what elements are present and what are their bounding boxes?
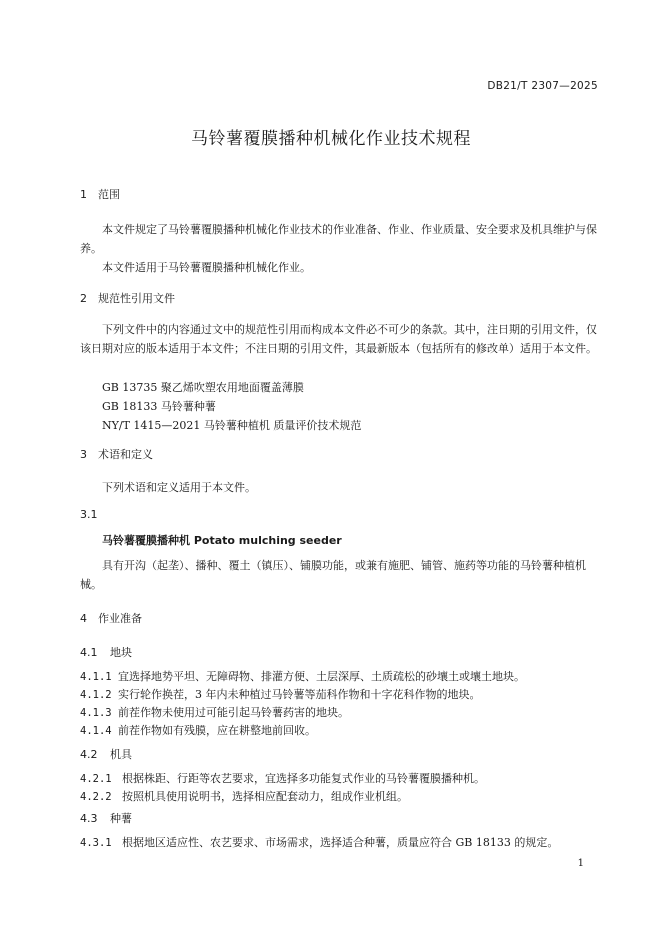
clause-number: 4.2.1: [80, 773, 112, 785]
clause-item: [80, 770, 610, 786]
section-title: 作业准备: [98, 612, 142, 625]
subsection-4-2-heading: [80, 746, 132, 762]
clause-text: 根据株距、行距等农艺要求，宜选择多功能复式作业的马铃薯覆膜播种机。: [122, 772, 485, 785]
section-number: 2: [80, 292, 87, 305]
subsection-4-1-heading: [80, 644, 132, 660]
clause-item: [80, 788, 610, 804]
subsection-number: 4.2: [80, 748, 98, 761]
clause-number: 4.2.2: [80, 791, 112, 803]
reference-item: GB 18133 马铃薯种薯: [102, 400, 216, 413]
term-title: 马铃薯覆膜播种机 Potato mulching seeder: [102, 534, 342, 547]
subsection-4-3-heading: [80, 810, 132, 826]
clause-number: 4.1.4: [80, 725, 112, 737]
section-title: 规范性引用文件: [98, 292, 175, 305]
reference-item: NY/T 1415—2021 马铃薯种植机 质量评价技术规范: [102, 419, 362, 432]
clause-number: 4.3.1: [80, 837, 112, 849]
clause-number: 4.1.3: [80, 707, 112, 719]
clause-text: 前茬作物如有残膜，应在耕整地前回收。: [118, 724, 316, 737]
paragraph: 下列术语和定义适用于本文件。: [102, 481, 256, 494]
clause-text: 按照机具使用说明书，选择相应配套动力，组成作业机组。: [122, 790, 408, 803]
section-4-heading: [80, 610, 142, 626]
clause-text: 实行轮作换茬，3 年内未种植过马铃薯等茄科作物和十字花科作物的地块。: [118, 688, 481, 701]
section-3-heading: [80, 446, 153, 462]
section-number: 3: [80, 448, 87, 461]
subsection-title: 种薯: [110, 812, 132, 825]
page-number: 1: [577, 858, 584, 869]
paragraph: 本文件规定了马铃薯覆膜播种机械化作业技术的作业准备、作业、作业质量、安全要求及机具维护与保养。: [80, 223, 597, 255]
clause-item: [80, 722, 610, 738]
subsection-number: 4.3: [80, 812, 98, 825]
section-number: 4: [80, 612, 87, 625]
section-title: 术语和定义: [98, 448, 153, 461]
standard-code: DB21/T 2307—2025: [487, 80, 598, 92]
reference-item: GB 13735 聚乙烯吹塑农用地面覆盖薄膜: [102, 381, 304, 394]
clause-item: [80, 668, 610, 684]
clause-text: 前茬作物未使用过可能引起马铃薯药害的地块。: [118, 706, 349, 719]
clause-text: 根据地区适应性、农艺要求、市场需求，选择适合种薯，质量应符合 GB 18133 的规定。: [122, 836, 559, 849]
section-1-heading: [80, 186, 120, 202]
clause-item: [80, 686, 610, 702]
term-definition: 具有开沟（起垄）、播种、覆土（镇压）、铺膜功能，或兼有施肥、铺管、施药等功能的马铃薯种植机械。: [80, 559, 586, 591]
subsection-title: 地块: [110, 646, 132, 659]
term-number: 3.1: [80, 508, 98, 521]
paragraph: 本文件适用于马铃薯覆膜播种机械化作业。: [102, 261, 311, 274]
clause-item: [80, 834, 610, 850]
section-title: 范围: [98, 188, 120, 201]
clause-text: 宜选择地势平坦、无障碍物、排灌方便、土层深厚、土质疏松的砂壤土或壤土地块。: [118, 670, 525, 683]
subsection-number: 4.1: [80, 646, 98, 659]
document-title: 马铃薯覆膜播种机械化作业技术规程: [191, 129, 471, 149]
section-number: 1: [80, 188, 87, 201]
clause-item: [80, 704, 610, 720]
paragraph: 下列文件中的内容通过文中的规范性引用而构成本文件必不可少的条款。其中，注日期的引用文件，仅该日期对应的版本适用于本文件；不注日期的引用文件，其最新版本（包括所有的修改单）适用于本文件。: [80, 323, 597, 355]
section-2-heading: [80, 290, 175, 306]
clause-number: 4.1.1: [80, 671, 112, 683]
subsection-title: 机具: [110, 748, 132, 761]
clause-number: 4.1.2: [80, 689, 112, 701]
